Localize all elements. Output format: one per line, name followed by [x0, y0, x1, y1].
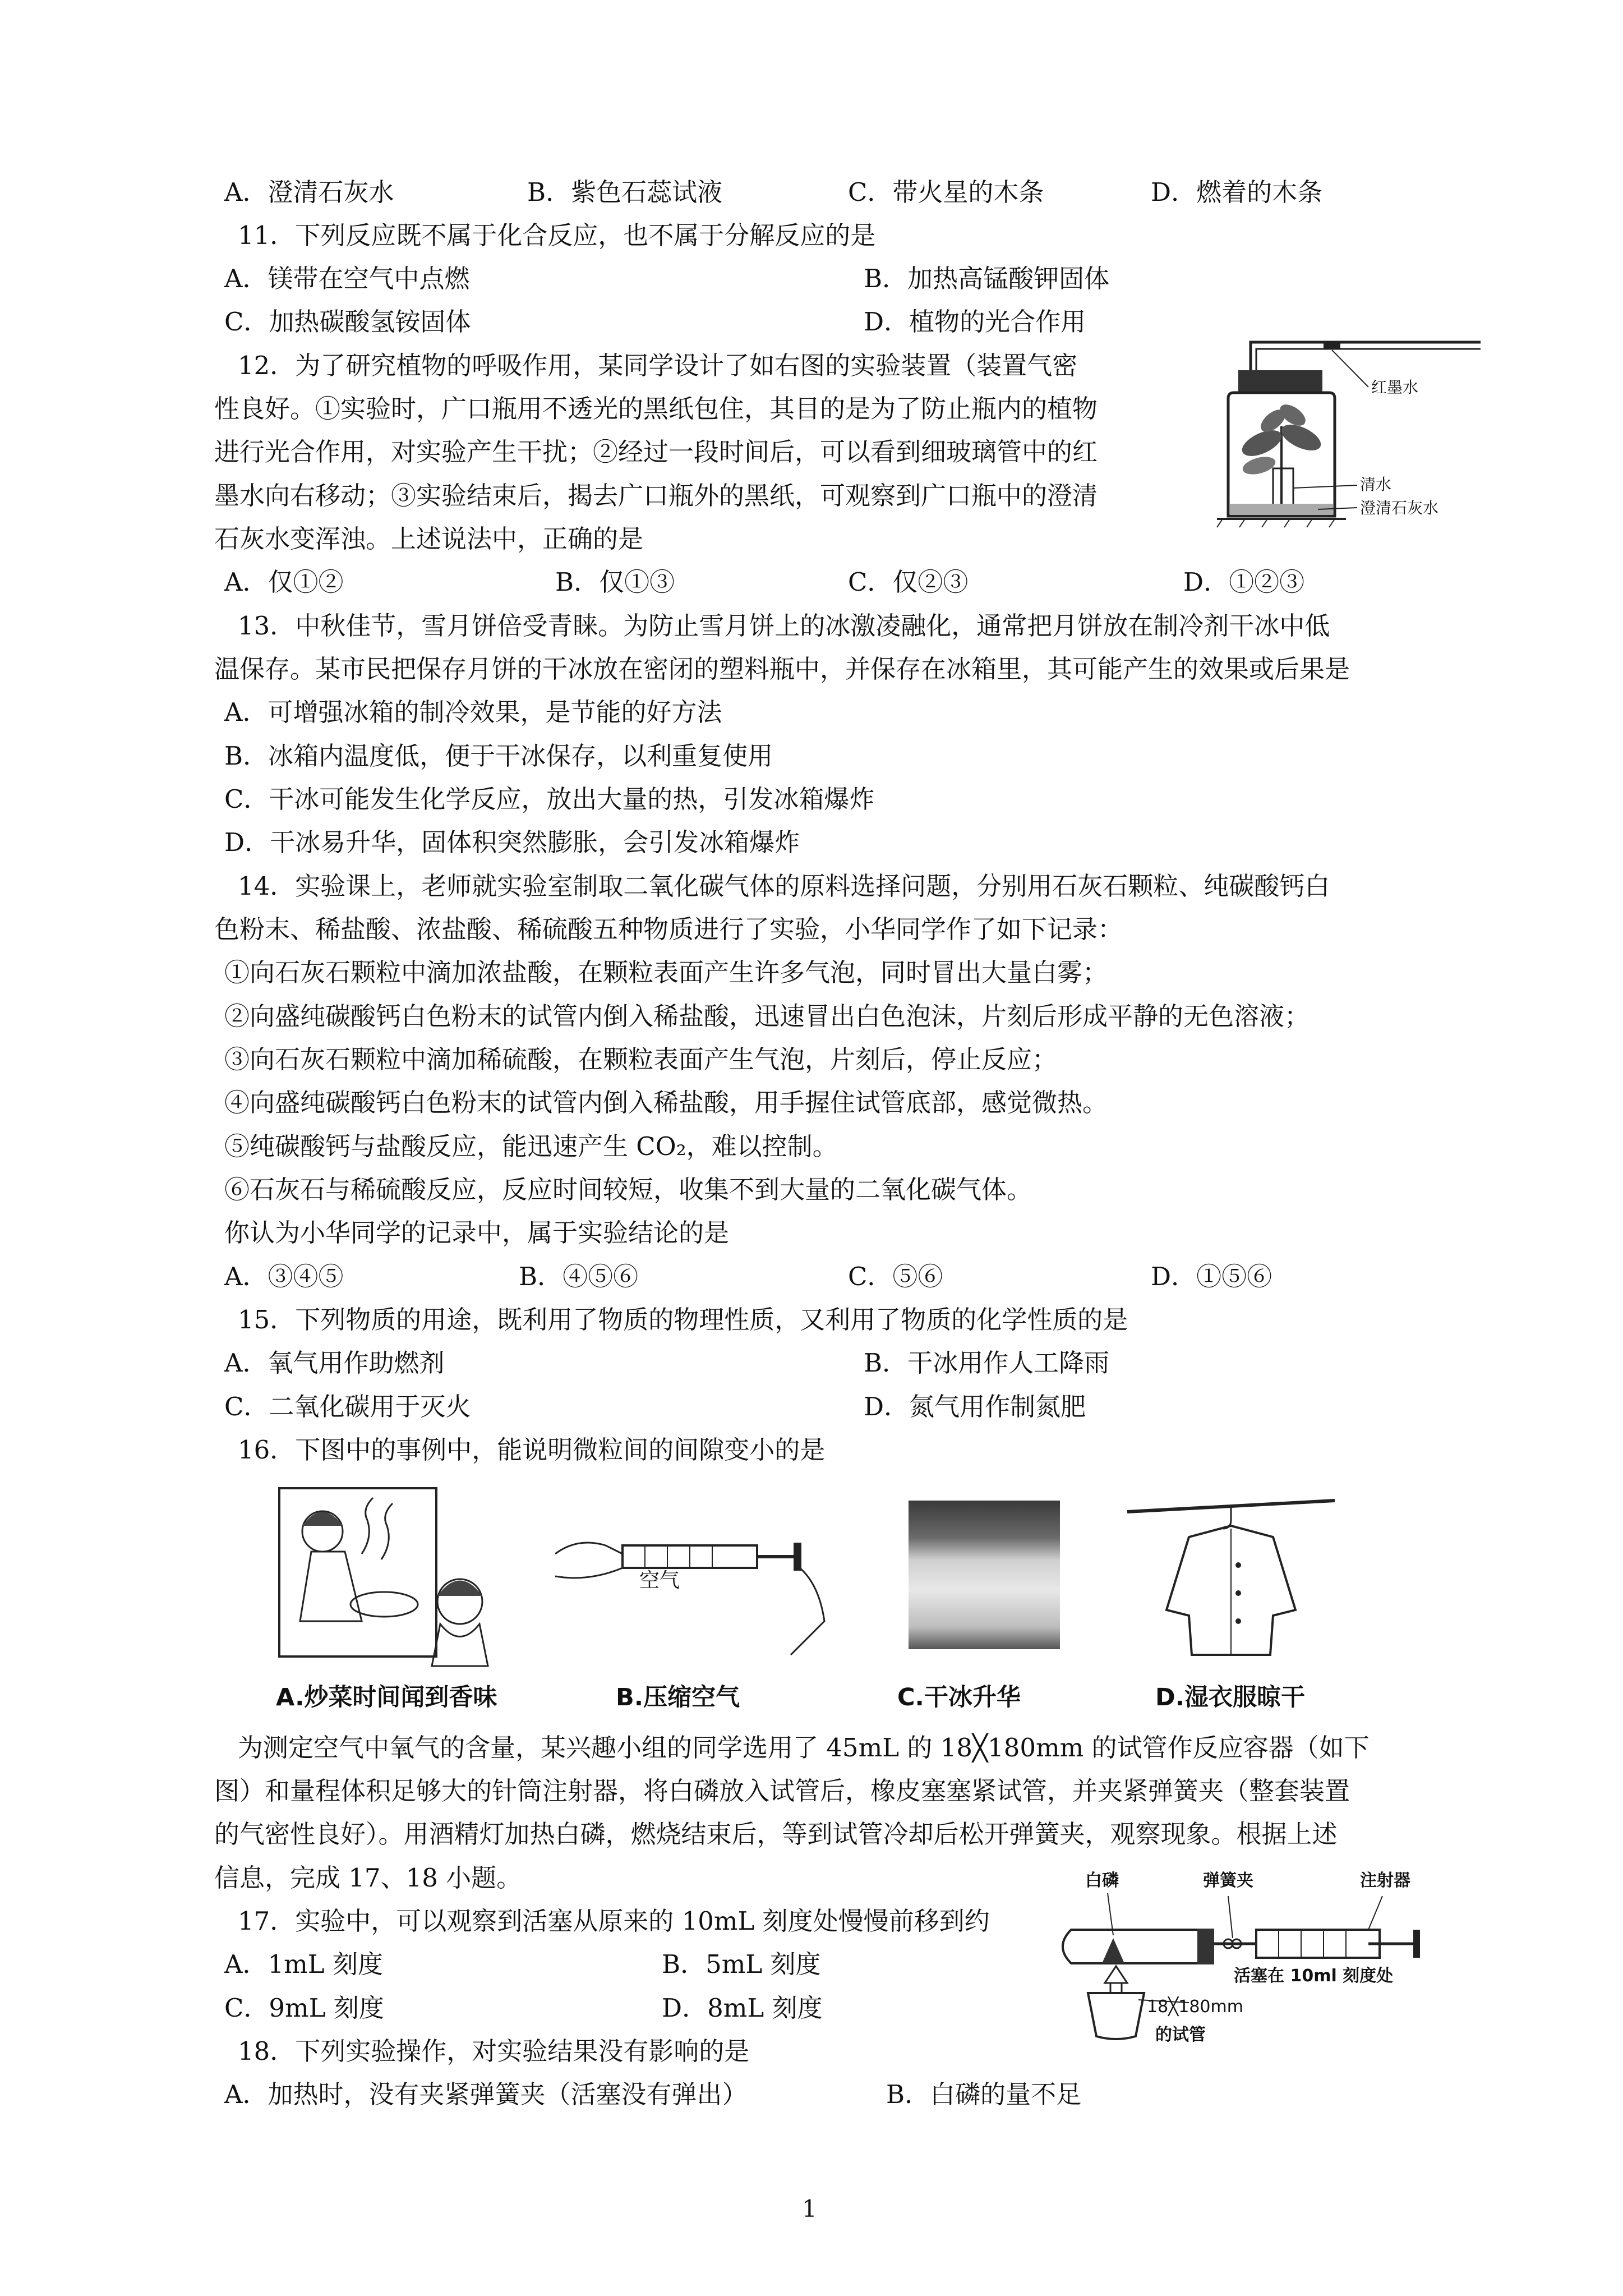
q14-option-c: C．⑤⑥ — [848, 1262, 943, 1291]
q17-stem: 17．实验中，可以观察到活塞从原来的 10mL 刻度处慢慢前移到约 — [238, 1906, 990, 1936]
q15-option-c: C．二氧化碳用于灭火 — [224, 1392, 471, 1421]
q13-option-a: A．可增强冰箱的制冷效果，是节能的好方法 — [224, 697, 722, 727]
q17-option-b: B．5mL 刻度 — [662, 1949, 821, 1979]
q16-caption-c: C.干冰升华 — [897, 1683, 1021, 1711]
q14-option-b: B．④⑤⑥ — [519, 1262, 639, 1291]
q15-option-d: D．氮气用作制氮肥 — [864, 1392, 1086, 1421]
passage-line-1: 为测定空气中氧气的含量，某兴趣小组的同学选用了 45mL 的 18╳180mm 的试管作反应容器（如下 — [238, 1733, 1370, 1763]
q12-option-c: C．仅②③ — [848, 567, 969, 597]
q16-caption-a: A.炒菜时间闻到香味 — [276, 1683, 497, 1711]
q15-option-b: B．干冰用作人工降雨 — [864, 1348, 1110, 1378]
piston-label: 活塞在 10ml 刻度处 — [1234, 1966, 1394, 1986]
dry-ice-sublimation-photo — [909, 1501, 1060, 1649]
plant-respiration-apparatus-figure — [1189, 325, 1503, 544]
q12-line-3: 进行光合作用，对实验产生干扰；②经过一段时间后，可以看到细玻璃管中的红 — [214, 437, 1098, 467]
passage-line-2: 图）和量程体积足够大的针筒注射器，将白磷放入试管后，橡皮塞塞紧试管，并夹紧弹簧夹（整套装置 — [214, 1776, 1350, 1806]
q14-line-2: 色粉末、稀盐酸、浓盐酸、稀硫酸五种物质进行了实验，小华同学作了如下记录： — [214, 914, 1123, 944]
q11-option-b: B．加热高锰酸钾固体 — [864, 264, 1110, 293]
q13-option-d: D．干冰易升华，固体积突然膨胀，会引发冰箱爆炸 — [224, 827, 800, 857]
q11-option-d: D．植物的光合作用 — [864, 307, 1086, 337]
q16-stem: 16．下图中的事例中，能说明微粒间的间隙变小的是 — [238, 1435, 826, 1465]
q12-line-5: 石灰水变浑浊。上述说法中，正确的是 — [214, 524, 644, 554]
q14-record-5: ⑤纯碳酸钙与盐酸反应，能迅速产生 CO₂，难以控制。 — [224, 1131, 838, 1161]
test-tube-label: 的试管 — [1155, 2025, 1206, 2045]
q12-line-2: 性良好。①实验时，广口瓶用不透光的黑纸包住，其目的是为了防止瓶内的植物 — [214, 394, 1098, 424]
q14-record-3: ③向石灰石颗粒中滴加稀硫酸，在颗粒表面产生气泡，片刻后，停止反应； — [224, 1045, 1058, 1074]
q10-option-d: D．燃着的木条 — [1151, 177, 1323, 207]
page-number: 1 — [802, 2195, 817, 2223]
q17-option-c: C．9mL 刻度 — [224, 1993, 384, 2023]
q13-option-c: C．干冰可能发生化学反应，放出大量的热，引发冰箱爆炸 — [224, 784, 875, 814]
q12-option-b: B．仅①③ — [555, 567, 675, 597]
compress-air-syringe-illustration — [555, 1515, 847, 1660]
spring-clamp-label: 弹簧夹 — [1203, 1871, 1253, 1890]
q18-option-a: A．加热时，没有夹紧弹簧夹（活塞没有弹出） — [224, 2079, 748, 2109]
q16-caption-d: D.湿衣服晾干 — [1155, 1683, 1306, 1711]
q11-option-c: C．加热碳酸氢铵固体 — [224, 307, 471, 337]
q16-caption-b: B.压缩空气 — [616, 1683, 740, 1711]
cooking-smell-illustration — [278, 1487, 496, 1672]
q18-stem: 18．下列实验操作，对实验结果没有影响的是 — [238, 2036, 750, 2066]
q17-option-d: D．8mL 刻度 — [662, 1993, 823, 2023]
q13-line-1: 13．中秋佳节，雪月饼倍受青睐。为防止雪月饼上的冰激凌融化，通常把月饼放在制冷剂干冰中低 — [238, 611, 1330, 641]
q14-line-1: 14．实验课上，老师就实验室制取二氧化碳气体的原料选择问题，分别用石灰石颗粒、纯碳酸钙白 — [238, 871, 1330, 901]
q15-stem: 15．下列物质的用途，既利用了物质的物理性质，又利用了物质的化学性质的是 — [238, 1305, 1128, 1335]
q17-option-a: A．1mL 刻度 — [224, 1949, 383, 1979]
q12-line-4: 墨水向右移动；③实验结束后，揭去广口瓶外的黑纸，可观察到广口瓶中的澄清 — [214, 481, 1098, 510]
passage-line-3: 的气密性良好）。用酒精灯加热白磷，燃烧结束后，等到试管冷却后松开弹簧夹，观察现象。根据上述 — [214, 1819, 1338, 1849]
water-label: 清水 — [1360, 475, 1392, 494]
wet-clothes-illustration — [1127, 1487, 1340, 1666]
syringe-label: 注射器 — [1360, 1871, 1410, 1890]
q14-record-4: ④向盛纯碳酸钙白色粉末的试管内倒入稀盐酸，用手握住试管底部，感觉微热。 — [224, 1088, 1108, 1117]
phosphorus-apparatus-figure — [1054, 1871, 1436, 2087]
q18-option-b: B．白磷的量不足 — [886, 2079, 1082, 2109]
white-phosphorus-label: 白磷 — [1085, 1871, 1119, 1890]
air-label: 空气 — [639, 1569, 680, 1592]
q14-record-6: ⑥石灰石与稀硫酸反应，反应时间较短，收集不到大量的二氧化碳气体。 — [224, 1175, 1032, 1204]
q12-line-1: 12．为了研究植物的呼吸作用，某同学设计了如右图的实验装置（装置气密 — [238, 351, 1078, 380]
ink-label: 红墨水 — [1371, 378, 1419, 397]
q10-option-a: A．澄清石灰水 — [224, 177, 394, 207]
q14-record-2: ②向盛纯碳酸钙白色粉末的试管内倒入稀盐酸，迅速冒出白色泡沫，片刻后形成平静的无色溶液； — [224, 1001, 1310, 1031]
q12-option-d: D．①②③ — [1183, 567, 1305, 597]
q15-option-a: A．氧气用作助燃剂 — [224, 1348, 445, 1378]
q14-record-1: ①向石灰石颗粒中滴加浓盐酸，在颗粒表面产生许多气泡，同时冒出大量白雾； — [224, 958, 1108, 987]
q14-option-d: D．①⑤⑥ — [1151, 1262, 1272, 1291]
limewater-label: 澄清石灰水 — [1360, 499, 1439, 517]
q11-option-a: A．镁带在空气中点燃 — [224, 264, 470, 293]
q13-line-2: 温保存。某市民把保存月饼的干冰放在密闭的塑料瓶中，并保存在冰箱里，其可能产生的效果或后果是 — [214, 654, 1350, 684]
q11-stem: 11．下列反应既不属于化合反应，也不属于分解反应的是 — [238, 220, 876, 250]
q10-option-c: C．带火星的木条 — [848, 177, 1044, 207]
passage-line-4: 信息，完成 17、18 小题。 — [214, 1863, 522, 1893]
test-tube-size-label: 18╳180mm — [1147, 1997, 1243, 2017]
q12-option-a: A．仅①② — [224, 567, 344, 597]
q13-option-b: B．冰箱内温度低，便于干冰保存，以利重复使用 — [224, 741, 773, 771]
q10-option-b: B．紫色石蕊试液 — [527, 177, 723, 207]
q14-question: 你认为小华同学的记录中，属于实验结论的是 — [224, 1218, 730, 1248]
q14-option-a: A．③④⑤ — [224, 1262, 344, 1291]
